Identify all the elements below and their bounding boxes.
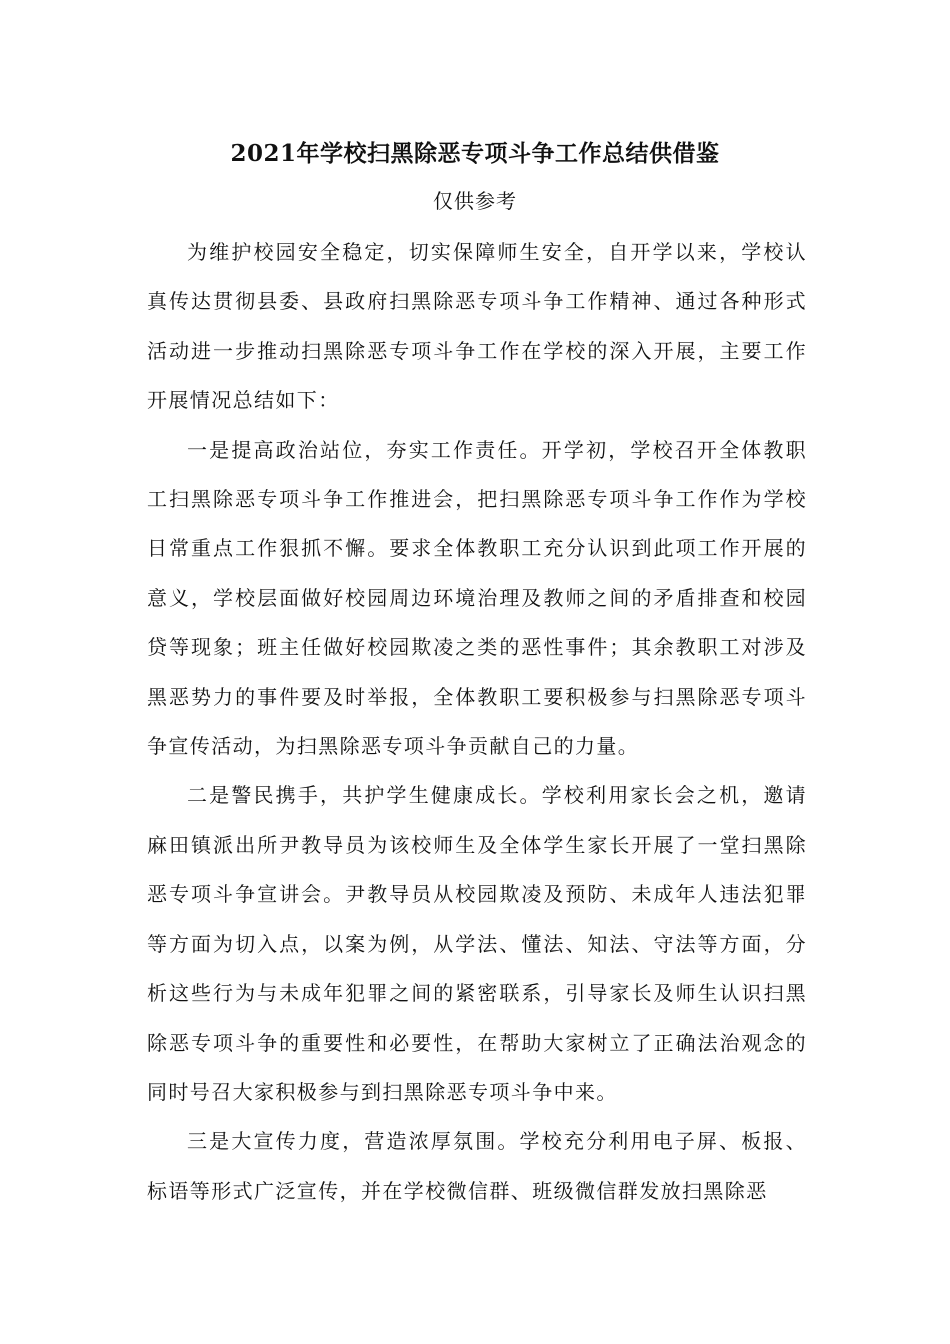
document-subtitle: 仅供参考 [433, 189, 517, 213]
paragraph-point-three: 三是大宣传力度，营造浓厚氛围。学校充分利用电子屏、板报、标语等形式广泛宣传，并在学校微信群、班级微信群发放扫黑除恶 [147, 1129, 807, 1203]
paragraph-intro: 为维护校园安全稳定，切实保障师生安全，自开学以来，学校认真传达贯彻县委、县政府扫黑除恶专项斗争工作精神、通过各种形式活动进一步推动扫黑除恶专项斗争工作在学校的深入开展，主要工作开展情况总结如下： [147, 240, 807, 413]
paragraph-point-two: 二是警民携手，共护学生健康成长。学校利用家长会之机，邀请麻田镇派出所尹教导员为该校师生及全体学生家长开展了一堂扫黑除恶专项斗争宣讲会。尹教导员从校园欺凌及预防、未成年人违法犯罪等方面为切入点，以案为例，从学法、懂法、知法、守法等方面，分析这些行为与未成年犯罪之间的紧密联系，引导家长及师生认识扫黑除恶专项斗争的重要性和必要性，在帮助大家树立了正确法治观念的同时号召大家积极参与到扫黑除恶专项斗争中来。 [147, 783, 807, 1104]
document-body [147, 228, 807, 1216]
paragraph-point-one: 一是提高政治站位，夯实工作责任。开学初，学校召开全体教职工扫黑除恶专项斗争工作推进会，把扫黑除恶专项斗争工作作为学校日常重点工作狠抓不懈。要求全体教职工充分认识到此项工作开展的意义，学校层面做好校园周边环境治理及教师之间的矛盾排查和校园贷等现象；班主任做好校园欺凌之类的恶性事件；其余教职工对涉及黑恶势力的事件要及时举报，全体教职工要积极参与扫黑除恶专项斗争宣传活动，为扫黑除恶专项斗争贡献自己的力量。 [147, 437, 807, 759]
document-title: 2021年学校扫黑除恶专项斗争工作总结供借鉴 [230, 140, 720, 167]
